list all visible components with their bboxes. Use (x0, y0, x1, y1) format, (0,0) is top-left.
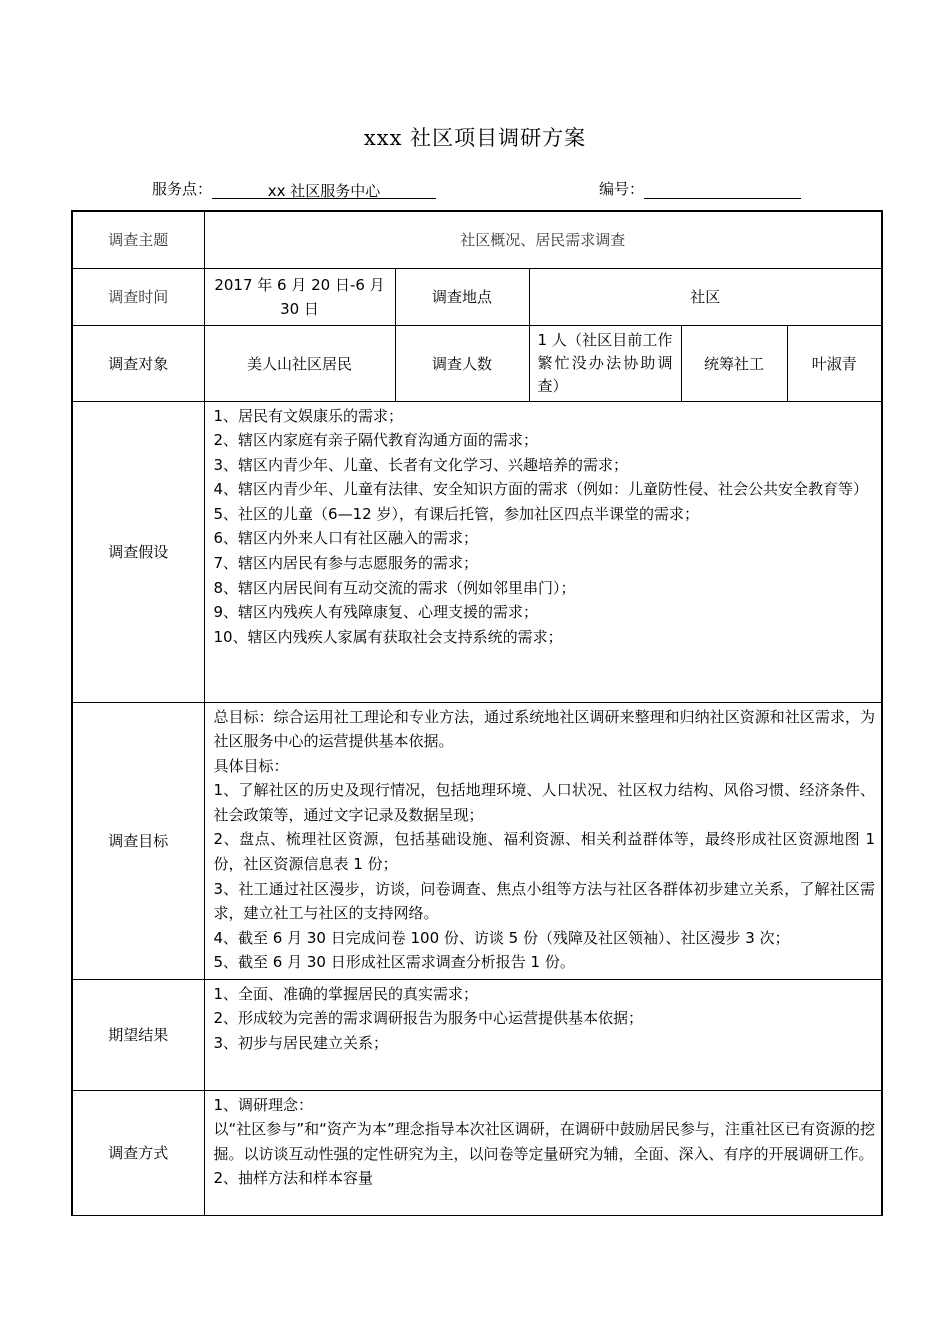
time-label: 调查时间 (72, 268, 204, 325)
document-number (599, 178, 801, 199)
method-item: 以“社区参与”和“资产为本”理念指导本次社区调研，在调研中鼓励居民参与，注重社区已有资源的挖掘。以访谈互动性强的定性研究为主，以问卷等定量研究为辅，全面、深入、有序的开展调研工作。 (213, 1120, 876, 1163)
object-value: 美人山社区居民 (204, 325, 395, 401)
result-item: 2、形成较为完善的需求调研报告为服务中心运营提供基本依据； (213, 1009, 644, 1028)
survey-plan-table (71, 210, 883, 1216)
hypothesis-item: 9、辖区内残疾人有残障康复、心理支援的需求； (213, 603, 539, 622)
row-hypothesis (72, 401, 882, 702)
row-topic (72, 211, 882, 268)
hypothesis-item: 7、辖区内居民有参与志愿服务的需求； (213, 554, 479, 573)
topic-value: 社区概况、居民需求调查 (204, 211, 882, 268)
goal-item: 具体目标： (213, 756, 289, 775)
object-label: 调查对象 (72, 325, 204, 401)
result-list (204, 979, 882, 1090)
place-value: 社区 (529, 268, 882, 325)
result-item: 3、初步与居民建立关系； (213, 1033, 389, 1052)
goal-list (204, 702, 882, 979)
hypothesis-item: 4、辖区内青少年、儿童有法律、安全知识方面的需求（例如：儿童防性侵、社会公共安全教育等） (213, 480, 869, 499)
method-item: 1、调研理念： (213, 1095, 314, 1114)
hypothesis-label: 调查假设 (72, 401, 204, 702)
method-label: 调查方式 (72, 1090, 204, 1215)
hypothesis-item: 1、居民有文娱康乐的需求； (213, 406, 404, 425)
goal-item: 3、社工通过社区漫步，访谈，问卷调查、焦点小组等方法与社区各群体初步建立关系，了解社区需求，建立社工与社区的支持网络。 (213, 879, 876, 923)
row-object (72, 325, 882, 401)
row-time-place (72, 268, 882, 325)
place-label: 调查地点 (395, 268, 529, 325)
time-value-line1: 2017 年 6 月 20 日-6 月 (214, 275, 385, 294)
service-point (152, 178, 436, 199)
service-point-label: 服务点： (152, 180, 213, 198)
time-value (204, 268, 395, 325)
method-list (204, 1090, 882, 1215)
hypothesis-item: 2、辖区内家庭有亲子隔代教育沟通方面的需求； (213, 431, 539, 450)
hypothesis-item: 10、辖区内残疾人家属有获取社会支持系统的需求； (213, 627, 563, 646)
result-label: 期望结果 (72, 979, 204, 1090)
service-point-value: xx 社区服务中心 (212, 180, 436, 199)
document-number-value (644, 180, 801, 199)
count-label: 调查人数 (395, 325, 529, 401)
count-value: 1 人（社区目前工作繁忙没办法协助调查） (529, 325, 681, 401)
row-method (72, 1090, 882, 1215)
hypothesis-item: 8、辖区内居民间有互动交流的需求（例如邻里串门）； (213, 578, 576, 597)
hypothesis-item: 6、辖区内外来人口有社区融入的需求； (213, 529, 479, 548)
document-number-label: 编号： (599, 180, 645, 198)
time-value-line2: 30 日 (280, 299, 319, 318)
goal-item: 2、盘点、梳理社区资源，包括基础设施、福利资源、相关利益群体等，最终形成社区资源地图 1 份，社区资源信息表 1 份； (213, 830, 876, 874)
hypothesis-item: 3、辖区内青少年、儿童、长者有文化学习、兴趣培养的需求； (213, 455, 629, 474)
result-item: 1、全面、准确的掌握居民的真实需求； (213, 984, 479, 1003)
goal-label: 调查目标 (72, 702, 204, 979)
hypothesis-list (204, 401, 882, 702)
method-item: 2、抽样方法和样本容量 (213, 1169, 374, 1188)
row-result (72, 979, 882, 1090)
document-title: xxx 社区项目调研方案 (363, 126, 587, 150)
goal-item: 4、截至 6 月 30 日完成问卷 100 份、访谈 5 份（残障及社区领袖）、社区漫步 3 次； (213, 928, 790, 947)
goal-item: 5、截至 6 月 30 日形成社区需求调查分析报告 1 份。 (213, 953, 575, 972)
goal-item: 总目标：综合运用社工理论和专业方法，通过系统地社区调研来整理和归纳社区资源和社区需求，为社区服务中心的运营提供基本依据。 (213, 707, 876, 751)
coordinator-value: 叶淑青 (787, 325, 882, 401)
row-goal (72, 702, 882, 979)
goal-item: 1、了解社区的历史及现行情况，包括地理环境、人口状况、社区权力结构、风俗习惯、经济条件、社会政策等，通过文字记录及数据呈现； (213, 781, 876, 824)
topic-label: 调查主题 (72, 211, 204, 268)
hypothesis-item: 5、社区的儿童（6—12 岁），有课后托管，参加社区四点半课堂的需求； (213, 504, 699, 523)
coordinator-label: 统筹社工 (681, 325, 787, 401)
